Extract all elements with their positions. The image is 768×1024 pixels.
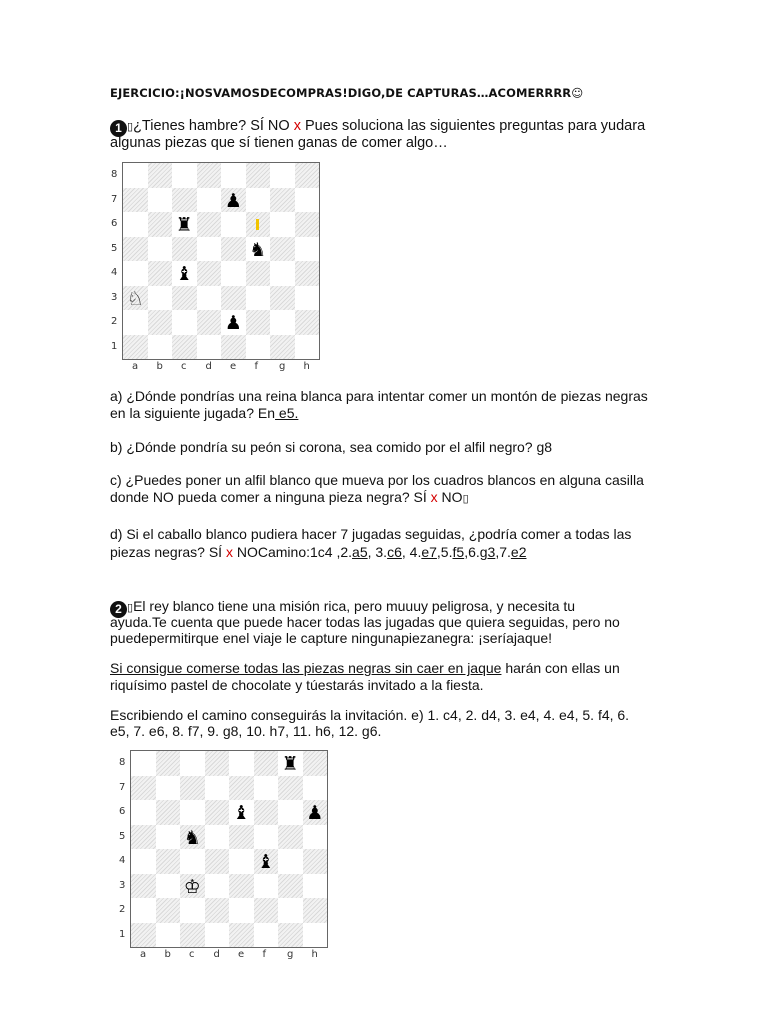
ex2-line4 <box>110 660 620 677</box>
board-square-c2 <box>172 310 197 335</box>
rank-label: 1 <box>111 340 118 352</box>
board-square-b1 <box>148 335 173 360</box>
sep: ,7. <box>495 544 511 560</box>
board-square-c8 <box>172 163 197 188</box>
question-c-text-2: NO <box>437 489 463 505</box>
black-rook-c6-icon: ♜ <box>175 214 193 236</box>
chess-board-2 <box>119 750 328 960</box>
file-label: a <box>140 949 147 960</box>
black-bishop-f4-icon: ♝ <box>257 851 275 873</box>
board-square-c1 <box>172 335 197 360</box>
board-square-b2 <box>148 310 173 335</box>
board-square-a5 <box>131 825 156 850</box>
board-square-f8 <box>254 751 279 776</box>
file-label: c <box>189 949 195 960</box>
question-d-line2 <box>110 544 527 561</box>
board-square-b4 <box>156 849 181 874</box>
board-square-d2 <box>197 310 222 335</box>
file-label: f <box>254 361 259 372</box>
board-square-g4 <box>278 849 303 874</box>
question-c-line2 <box>110 489 469 508</box>
board-square-a8 <box>123 163 148 188</box>
file-label: d <box>213 949 220 960</box>
question-c-text: donde NO pueda comer a ninguna pieza negra? SÍ <box>110 489 431 505</box>
move-a5: a5 <box>352 544 368 560</box>
board-square-c1 <box>180 923 205 948</box>
rank-label: 3 <box>119 879 126 891</box>
rank-label: 5 <box>119 830 126 842</box>
board-square-b3 <box>156 874 181 899</box>
exercise-title: EJERCICIO:¡NOSVAMOSDECOMPRAS!DIGO,DE CAPTURAS…ACOMERRRR☺ <box>110 86 584 100</box>
board-square-d1 <box>205 923 230 948</box>
rank-label: 7 <box>111 193 118 205</box>
black-pawn-h6-icon: ♟ <box>306 802 324 824</box>
board-square-b8 <box>156 751 181 776</box>
board-square-d6 <box>197 212 222 237</box>
question-c-line1: c) ¿Puedes poner un alfil blanco que mueva por los cuadros blancos en alguna casilla <box>110 472 644 488</box>
board-square-b3 <box>148 286 173 311</box>
black-pawn-e2-icon: ♟ <box>224 312 242 334</box>
answer-a: e5. <box>275 405 299 421</box>
rank-label: 1 <box>119 928 126 940</box>
board-square-g7 <box>278 776 303 801</box>
board-square-c6 <box>180 800 205 825</box>
board-square-g2 <box>270 310 295 335</box>
rank-label: 6 <box>119 806 126 817</box>
file-label: d <box>205 361 212 372</box>
file-label: h <box>303 361 310 372</box>
board-square-c7 <box>180 776 205 801</box>
ex2-line6: Escribiendo el camino conseguirás la invitación. e) 1. c4, 2. d4, 3. e4, 4. e4, 5. f4, 6. <box>110 707 630 723</box>
board-square-e3 <box>229 874 254 899</box>
board-square-a2 <box>123 310 148 335</box>
file-label: g <box>279 361 286 372</box>
sep: ,5. <box>436 544 453 560</box>
ex2-number-badge: 2 <box>110 601 127 618</box>
rank-label: 2 <box>111 316 118 327</box>
board-square-b2 <box>156 898 181 923</box>
board-square-a1 <box>131 923 156 948</box>
board-square-e1 <box>221 335 246 360</box>
ex2-line2: ayuda.Te cuenta que puede hacer todas las jugadas que quiera seguidas, pero no <box>110 614 620 630</box>
white-king-c3-icon: ♔ <box>183 875 201 898</box>
ex2-line7: e5, 7. e6, 8. f7, 9. g8, 10. h7, 11. h6, 12. g6. <box>110 723 382 739</box>
board-square-b8 <box>148 163 173 188</box>
question-a-text: en la siguiente jugada? En <box>110 405 276 421</box>
board-square-h5 <box>295 237 320 262</box>
board-square-f4 <box>246 261 271 286</box>
board-square-a5 <box>123 237 148 262</box>
board-square-a3 <box>131 874 156 899</box>
board-square-f3 <box>246 286 271 311</box>
board-square-f2 <box>246 310 271 335</box>
black-pawn-e7-icon: ♟ <box>224 189 242 212</box>
board-square-g1 <box>270 335 295 360</box>
black-bishop-e6-icon: ♝ <box>232 802 250 824</box>
box-glyph-icon: ▯ <box>127 602 134 614</box>
board-square-b5 <box>148 237 173 262</box>
board-square-d5 <box>205 825 230 850</box>
board-square-g5 <box>278 825 303 850</box>
question-a-line1: a) ¿Dónde pondrías una reina blanca para intentar comer un montón de piezas negras <box>110 388 648 404</box>
board-square-h7 <box>295 188 320 213</box>
black-knight-f5-icon: ♞ <box>249 238 267 261</box>
board-square-f6 <box>254 800 279 825</box>
board-square-e2 <box>229 898 254 923</box>
move-g3: g3 <box>479 544 496 560</box>
file-label: e <box>238 949 245 960</box>
box-glyph-icon: ▯ <box>462 493 469 505</box>
file-label: b <box>164 949 171 960</box>
board-square-a4 <box>123 261 148 286</box>
board-square-g1 <box>278 923 303 948</box>
chess-board-1 <box>111 162 320 372</box>
board-square-e7 <box>229 776 254 801</box>
board-square-e6 <box>221 212 246 237</box>
board-square-d7 <box>205 776 230 801</box>
file-label: e <box>230 361 237 372</box>
board-square-h7 <box>303 776 328 801</box>
black-rook-g8-icon: ♜ <box>281 753 299 775</box>
question-d-line1: d) Si el caballo blanco pudiera hacer 7 jugadas seguidas, ¿podría comer a todas las <box>110 526 632 542</box>
board-square-c8 <box>180 751 205 776</box>
question-a-line2 <box>110 405 298 422</box>
ex2-condition: Si consigue comerse todas las piezas negras sin caer en jaque <box>110 660 502 676</box>
board-square-e5 <box>221 237 246 262</box>
move-f5: f5 <box>452 544 465 560</box>
ex1-question-text: ¿Tienes hambre? SÍ NO <box>133 118 294 134</box>
board-square-a1 <box>123 335 148 360</box>
board-square-b7 <box>156 776 181 801</box>
rank-label: 8 <box>111 169 118 180</box>
file-label: f <box>262 949 267 960</box>
board-square-g3 <box>278 874 303 899</box>
question-d-text: piezas negras? SÍ <box>110 544 226 560</box>
board-square-d3 <box>205 874 230 899</box>
x-mark: x <box>225 544 233 560</box>
ex1-intro-line2: algunas piezas que sí tienen ganas de comer algo… <box>110 135 448 151</box>
rank-label: 2 <box>119 904 126 915</box>
black-bishop-c4-icon: ♝ <box>175 263 193 285</box>
board-square-h4 <box>303 849 328 874</box>
board-square-b6 <box>148 212 173 237</box>
x-mark: x <box>293 118 301 134</box>
board-square-h3 <box>295 286 320 311</box>
board-square-d6 <box>205 800 230 825</box>
move-e2: e2 <box>510 544 527 560</box>
board-square-f3 <box>254 874 279 899</box>
board-square-h5 <box>303 825 328 850</box>
board-square-e4 <box>229 849 254 874</box>
board-square-h8 <box>295 163 320 188</box>
move-e7: e7 <box>421 544 437 560</box>
board-square-d5 <box>197 237 222 262</box>
board-square-c5 <box>172 237 197 262</box>
board-square-e5 <box>229 825 254 850</box>
board-square-g7 <box>270 188 295 213</box>
file-label: a <box>132 361 139 372</box>
board-square-c3 <box>172 286 197 311</box>
sep: , 3. <box>367 544 388 560</box>
board-square-e3 <box>221 286 246 311</box>
board-square-a4 <box>131 849 156 874</box>
black-knight-c5-icon: ♞ <box>183 826 201 849</box>
board-square-f7 <box>246 188 271 213</box>
board-square-a7 <box>123 188 148 213</box>
board-square-g5 <box>270 237 295 262</box>
board-square-d8 <box>205 751 230 776</box>
board-square-b7 <box>148 188 173 213</box>
question-b: b) ¿Dónde pondría su peón si corona, sea comido por el alfil negro? g8 <box>110 439 553 455</box>
board-square-b4 <box>148 261 173 286</box>
board-square-g3 <box>270 286 295 311</box>
sep: , 4. <box>401 544 422 560</box>
sep: ,6. <box>464 544 480 560</box>
rank-label: 4 <box>119 855 126 866</box>
board-square-b5 <box>156 825 181 850</box>
board-square-d1 <box>197 335 222 360</box>
board-square-a8 <box>131 751 156 776</box>
board-square-f7 <box>254 776 279 801</box>
file-label: c <box>181 361 187 372</box>
board-square-d7 <box>197 188 222 213</box>
rank-label: 3 <box>111 291 118 303</box>
board-square-f2 <box>254 898 279 923</box>
board-square-d8 <box>197 163 222 188</box>
board-square-h1 <box>303 923 328 948</box>
board-square-f5 <box>254 825 279 850</box>
ex1-question-text-2: Pues soluciona las siguientes preguntas para yudara <box>300 118 646 134</box>
board-square-h3 <box>303 874 328 899</box>
board-square-f1 <box>246 335 271 360</box>
board-square-g6 <box>278 800 303 825</box>
highlight-marker <box>256 219 259 230</box>
file-label: b <box>156 361 163 372</box>
rank-label: 4 <box>111 267 118 278</box>
board-square-f8 <box>246 163 271 188</box>
question-d-path: NOCamino:1c4 ,2. <box>232 544 353 560</box>
board-square-e8 <box>229 751 254 776</box>
board-square-a7 <box>131 776 156 801</box>
ex2-line5: riquísimo pastel de chocolate y túestarás invitado a la fiesta. <box>110 677 484 693</box>
rank-label: 7 <box>119 781 126 793</box>
board-square-b6 <box>156 800 181 825</box>
ex2-reward-text: harán con ellas un <box>501 660 620 676</box>
board-square-h1 <box>295 335 320 360</box>
move-c6: c6 <box>387 544 402 560</box>
board-square-g4 <box>270 261 295 286</box>
file-label: g <box>287 949 294 960</box>
x-mark: x <box>430 489 438 505</box>
board-square-f1 <box>254 923 279 948</box>
board-square-h8 <box>303 751 328 776</box>
white-knight-a3-icon: ♘ <box>126 287 144 310</box>
board-square-d3 <box>197 286 222 311</box>
ex1-number-badge: 1 <box>110 120 127 137</box>
board-square-d4 <box>197 261 222 286</box>
file-label: h <box>311 949 318 960</box>
board-square-a6 <box>131 800 156 825</box>
ex2-line3: puedepermitirque enel viaje le capture ningunapiezanegra: ¡seríajaque! <box>110 630 553 646</box>
ex2-text: El rey blanco tiene una misión rica, pero muuuy peligrosa, y necesita tu <box>133 598 576 614</box>
board-square-d4 <box>205 849 230 874</box>
box-glyph-icon: ▯ <box>127 121 134 133</box>
board-square-g2 <box>278 898 303 923</box>
board-square-c2 <box>180 898 205 923</box>
board-square-g8 <box>270 163 295 188</box>
board-square-e4 <box>221 261 246 286</box>
board-square-c4 <box>180 849 205 874</box>
board-square-h6 <box>295 212 320 237</box>
rank-label: 5 <box>111 242 118 254</box>
rank-label: 6 <box>111 218 118 229</box>
board-square-e1 <box>229 923 254 948</box>
board-square-h2 <box>295 310 320 335</box>
board-square-h2 <box>303 898 328 923</box>
board-square-h4 <box>295 261 320 286</box>
board-square-d2 <box>205 898 230 923</box>
board-square-e8 <box>221 163 246 188</box>
rank-label: 8 <box>119 757 126 768</box>
board-square-b1 <box>156 923 181 948</box>
board-square-g6 <box>270 212 295 237</box>
board-square-a6 <box>123 212 148 237</box>
board-square-a2 <box>131 898 156 923</box>
board-square-c7 <box>172 188 197 213</box>
